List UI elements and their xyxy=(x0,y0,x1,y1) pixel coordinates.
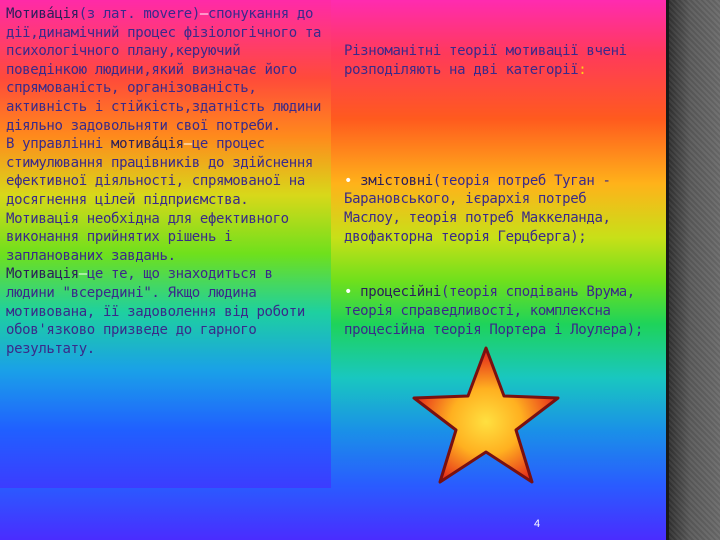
term-motivation-3: Мотивація xyxy=(6,266,79,283)
dash: — xyxy=(199,6,208,22)
left-column-text xyxy=(6,5,328,358)
term-motivation: Мотива́ція xyxy=(6,6,79,22)
list-item xyxy=(344,172,644,246)
term-motivation-2: мотива́ція xyxy=(111,136,184,153)
theories-intro xyxy=(344,42,644,79)
slide-number: 4 xyxy=(533,518,541,530)
definition-2: це процес стимулювання працівників до здійснення ефективної діяльності, спрямованої на досягнення цілей підприємства. Мотивація необхідна для ефективного виконання прийнятих рішень і запланованих завдань. xyxy=(6,136,322,264)
decorative-sidebar xyxy=(666,0,720,540)
theory-description: (теорія сподівань Врума, теорія справедливості, комплексна процесійна теорія Портера і Лоулера); xyxy=(344,284,643,338)
intro-colon: : xyxy=(578,61,587,78)
definition-3: це те, що знаходиться в людини "всередині". Якщо людина мотивована, її задоволення від роботи обов'язково призведе до гарного результату. xyxy=(6,266,314,357)
sidebar-edge xyxy=(666,0,669,540)
theory-list xyxy=(344,135,644,377)
dash: — xyxy=(183,136,192,153)
theory-description: (теорія потреб Туган - Барановського, ієрархія потреб Маслоу, теорія потреб Маккеланда, двофакторна теорія Герцберга); xyxy=(344,172,619,245)
star-icon xyxy=(410,344,562,486)
theory-category-content: змістовні xyxy=(360,172,433,189)
definition-2-prefix: В управлінні xyxy=(6,136,112,153)
bullet-icon: • xyxy=(344,172,361,189)
definition-1: спонукання до дії,динамічний процес фізіологічного та психологічного плану,керуючий поведінкою людини,який визначає його спрямованість, організованість, активність і стійкість,здатність людини діяльно задовольняти свої потреби. xyxy=(6,6,330,134)
theories-intro-text: Різноманітні теорії мотивації вчені розподіляють на дві категорії xyxy=(344,43,635,78)
theory-category-process: процесійні xyxy=(360,284,441,301)
bullet-icon: • xyxy=(344,284,361,301)
etymology: (з лат. movere) xyxy=(78,6,200,22)
dash: — xyxy=(78,266,87,283)
list-item xyxy=(344,283,644,339)
